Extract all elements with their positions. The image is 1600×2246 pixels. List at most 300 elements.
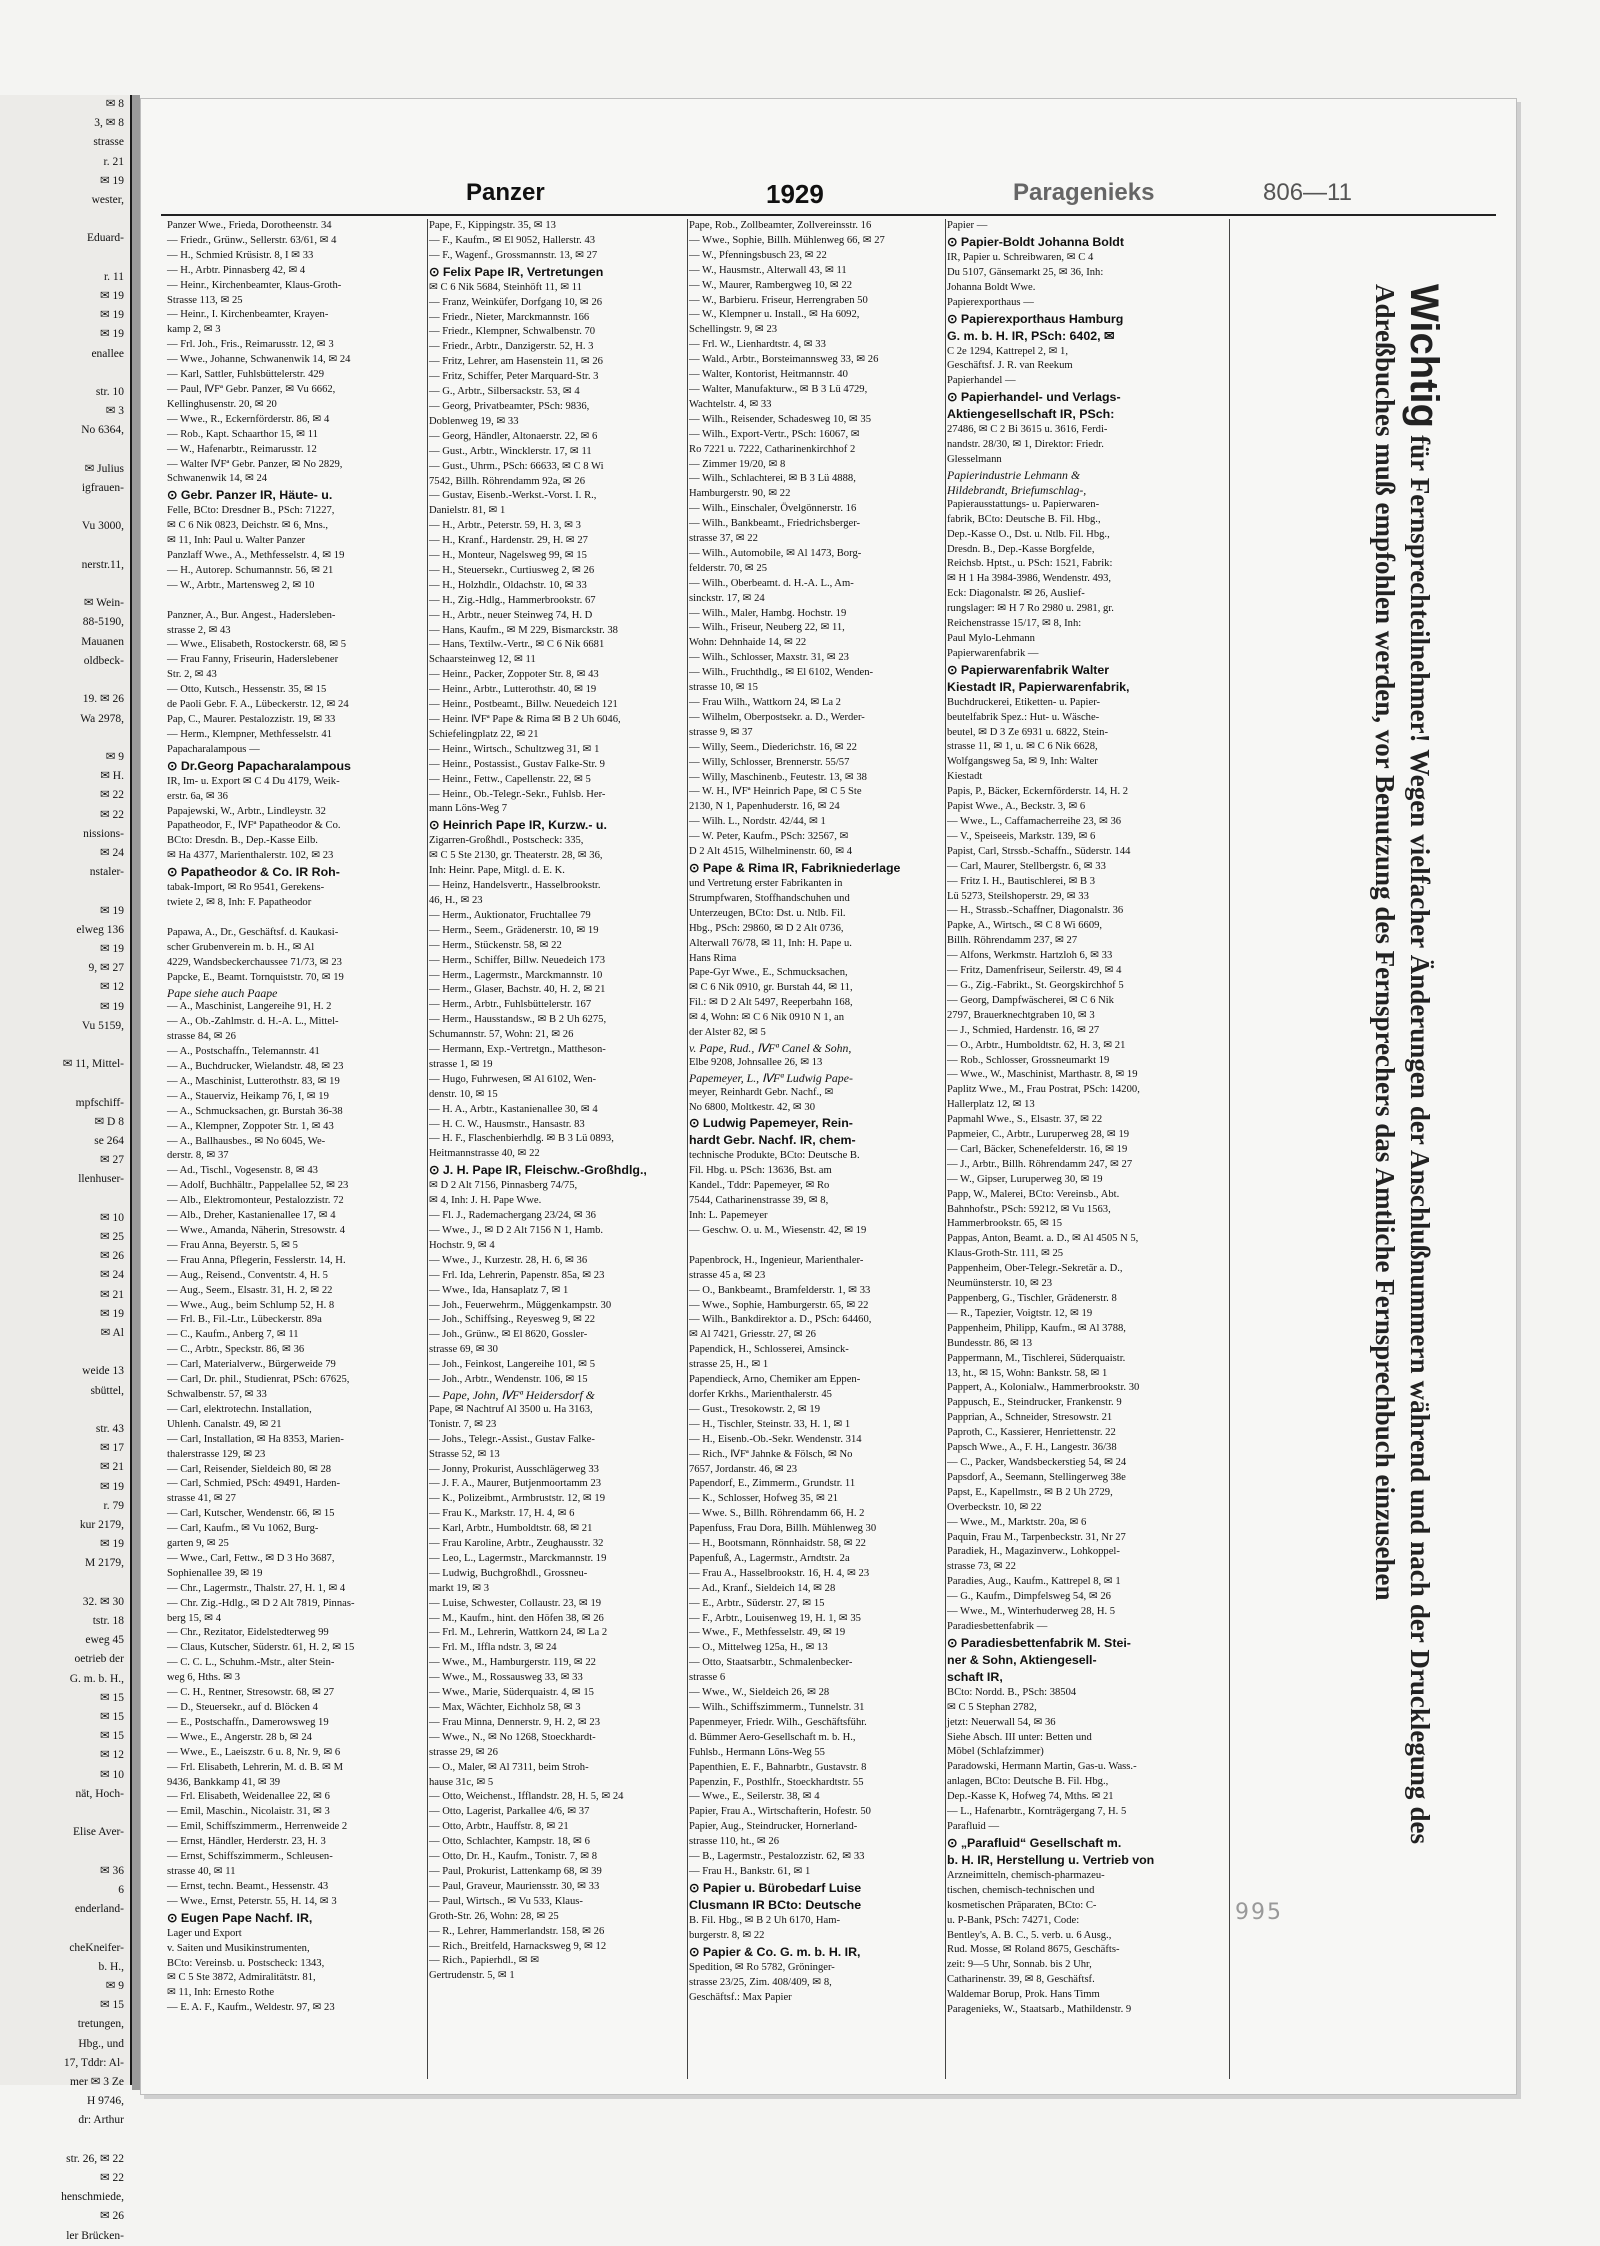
left-page-line: eweg 45 [85, 1634, 124, 1647]
directory-entry: — Frau Minna, Dennerstr. 9, H. 2, ✉ 23 [429, 1716, 600, 1728]
left-page-line: ✉ 11, Mittel- [62, 1058, 124, 1071]
directory-entry: Dresdn. B., Dep.-Kasse Borgfelde, [947, 543, 1095, 555]
left-page-line: ✉ 12 [99, 1749, 124, 1762]
left-page-line: ✉ 15 [99, 1999, 124, 2012]
left-page-line: ✉ 21 [99, 1288, 124, 1301]
directory-entry: — F., Kaufm., ✉ El 9052, Hallerstr. 43 [429, 234, 596, 246]
firm-entry: ⊙ Pape & Rima IR, Fabrikniederlage [689, 860, 901, 875]
directory-entry: — Frl. W., Lienhardtstr. 4, ✉ 33 [689, 339, 826, 351]
directory-entry: — Heinr., Wirtsch., Schultzweg 31, ✉ 1 [429, 743, 600, 755]
directory-entry: — Walter ⅣFª Gebr. Panzer, ✉ No 2829, [167, 458, 343, 470]
directory-entry: Papemeyer, L., ⅣFª Ludwig Pape- [689, 1070, 853, 1085]
directory-entry: Strasse 52, ✉ 13 [429, 1448, 500, 1460]
directory-entry: Lager und Export [167, 1927, 242, 1939]
directory-entry: Ro 7221 u. 7222, Catharinenkirchhof 2 [689, 443, 856, 455]
directory-entry: Papis, P., Bäcker, Eckernförderstr. 14, H. 2 [947, 786, 1129, 798]
directory-entry: — Walter, Kontorist, Heitmannstr. 40 [689, 369, 848, 381]
book-spine [132, 95, 140, 2090]
directory-entry: — K., Schlosser, Hofweg 35, ✉ 21 [689, 1493, 839, 1505]
directory-entry: — H., Steuersekr., Curtiusweg 2, ✉ 26 [429, 564, 595, 576]
left-page-line [0, 1074, 130, 1093]
directory-entry: ✉ C 5 Stephan 2782, [947, 1701, 1037, 1713]
firm-entry: G. m. b. H. IR, PSch: 6402, ✉ [947, 328, 1115, 343]
directory-entry: — Claus, Kutscher, Süderstr. 61, H. 2, ✉ 15 [167, 1642, 355, 1654]
directory-entry: technische Produkte, BCto: Deutsche B. [689, 1150, 860, 1162]
directory-entry: — Wwe., Ernst, Peterstr. 55, H. 14, ✉ 3 [167, 1895, 337, 1907]
directory-entry: — Wwe., E., Seilerstr. 38, ✉ 4 [689, 1791, 820, 1803]
directory-entry: — Heinr., Postassist., Gustav Falke-Str. 9 [429, 758, 605, 770]
directory-entry: — Wwe. S., Billh. Röhrendamm 66, H. 2 [689, 1508, 865, 1520]
directory-entry: erstr. 6a, ✉ 36 [167, 790, 228, 802]
directory-entry: IR, Im- u. Export ✉ C 4 Du 4179, Weik- [167, 775, 340, 787]
directory-entry: Schiefelingplatz 22, ✉ 21 [429, 728, 539, 740]
firm-entry: ⊙ „Parafluid“ Gesellschaft m. [947, 1835, 1122, 1850]
directory-entry: Kiestadt [947, 771, 983, 783]
directory-entry: Panzer Wwe., Frieda, Dorotheenstr. 34 [167, 220, 332, 231]
directory-entry: Paradowski, Hermann Martin, Gas-u. Wass.- [947, 1761, 1137, 1773]
directory-entry: Neumünsterstr. 10, ✉ 23 [947, 1278, 1053, 1290]
directory-entry: Papierexporthaus — [947, 296, 1034, 308]
directory-entry: Strasse 113, ✉ 25 [167, 294, 243, 306]
directory-entry: Overbeckstr. 10, ✉ 22 [947, 1501, 1042, 1513]
directory-entry: — H., Arbtr., neuer Steinweg 74, H. D [429, 609, 593, 621]
directory-entry: — Heinr., Arbtr., Lutterothstr. 40, ✉ 19 [429, 684, 597, 696]
directory-entry: — Frau Anna, Pflegerin, Fesslerstr. 14, H. [167, 1254, 346, 1266]
directory-entry: — C., Kaufm., Anberg 7, ✉ 11 [167, 1329, 299, 1341]
directory-entry: — Frl. Ida, Lehrerin, Papenstr. 85a, ✉ 23 [429, 1269, 605, 1281]
directory-entry: — Wwe., E., Laeiszstr. 6 u. 8, Nr. 9, ✉ 6 [167, 1746, 341, 1758]
directory-entry: — Wwe., Amanda, Näherin, Stresowstr. 4 [167, 1225, 346, 1236]
directory-entry: Bundesstr. 86, ✉ 13 [947, 1337, 1033, 1349]
directory-entry: — Joh., Schiffsing., Reyesweg 9, ✉ 22 [429, 1314, 596, 1326]
directory-entry: — Georg, Händler, Altonaerstr. 22, ✉ 6 [429, 430, 598, 442]
directory-entry: — H., Holzhdlr., Oldachstr. 10, ✉ 33 [429, 579, 587, 591]
left-page-line [0, 210, 130, 229]
directory-entry: garten 9, ✉ 25 [167, 1538, 229, 1550]
directory-entry: Inh: Heinr. Pape, Mitgl. d. E. K. [429, 865, 565, 877]
notice-text [1231, 284, 1446, 1844]
directory-entry: Papmeier, C., Arbtr., Luruperweg 28, ✉ 19 [947, 1129, 1130, 1141]
directory-entry: — Frau H., Bankstr. 61, ✉ 1 [689, 1865, 811, 1877]
directory-entry: — Herm., Seem., Grädenerstr. 10, ✉ 19 [429, 924, 599, 936]
directory-entry: — Georg, Privatbeamter, PSch: 9836, [429, 400, 590, 412]
directory-entry: kamp 2, ✉ 3 [167, 324, 221, 336]
directory-entry: nandstr. 28/30, ✉ 1, Direktor: Friedr. [947, 439, 1104, 451]
firm-entry: Kiestadt IR, Papierwarenfabrik, [947, 679, 1130, 694]
directory-entry: — Herm., Stückenstr. 58, ✉ 22 [429, 939, 562, 951]
left-page-line [0, 1401, 130, 1420]
directory-entry: Sophienallee 39, ✉ 19 [167, 1567, 263, 1579]
directory-entry: Johanna Boldt Wwe. [947, 281, 1036, 293]
directory-entry: — Carl, Maurer, Stellbergstr. 6, ✉ 33 [947, 860, 1106, 872]
directory-entry: Wohn: Dehnhaide 14, ✉ 22 [689, 637, 807, 649]
left-page-line: ✉ 15 [99, 1711, 124, 1724]
directory-entry: — Wilh., Automobile, ✉ Al 1473, Borg- [689, 547, 862, 559]
directory-entry: Hildebrandt, Briefumschlag-, [947, 482, 1087, 497]
left-page-line: ✉ 15 [99, 1730, 124, 1743]
left-page-line: ✉ 8 [105, 98, 124, 110]
directory-entry: — Frl. Joh., Fris., Reimarusstr. 12, ✉ 3 [167, 339, 334, 351]
directory-entry: Papenfuss, Frau Dora, Billh. Mühlenweg 30 [689, 1523, 877, 1535]
firm-entry: Clusmann IR BCto: Deutsche [689, 1897, 862, 1912]
directory-entry: — Ernst, techn. Beamt., Hessenstr. 43 [167, 1880, 329, 1892]
directory-entry: — Paul, ⅣFª Gebr. Panzer, ✉ Vu 6662, [167, 383, 336, 395]
directory-entry: — G., Kaufm., Dimpfelsweg 54, ✉ 26 [947, 1591, 1111, 1603]
directory-entry: Paquin, Frau M., Tarpenbeckstr. 31, Nr 27 [947, 1531, 1126, 1543]
directory-entry: Paplitz Wwe., M., Frau Postrat, PSch: 14200, [947, 1084, 1140, 1096]
left-page-line: 88-5190, [82, 616, 124, 629]
directory-entry: ✉ 4, Wohn: ✉ C 6 Nik 0910 N 1, an [689, 1012, 845, 1024]
directory-entry: Wachtelstr. 4, ✉ 33 [689, 398, 772, 410]
left-page-line: ✉ 19 [99, 1538, 124, 1551]
firm-entry: Aktiengesellschaft IR, PSch: [947, 407, 1115, 422]
directory-entry: — O., Bankbeamt., Bramfelderstr. 1, ✉ 33 [689, 1284, 871, 1296]
directory-entry: Waldemar Borup, Prok. Hans Timm [947, 1989, 1100, 2001]
directory-entry: — Leo, L., Lagermstr., Marckmannstr. 19 [429, 1552, 607, 1564]
directory-entry: strasse 6 [689, 1672, 726, 1684]
directory-entry: Catharinenstr. 39, ✉ 8, Geschäftsf. [947, 1974, 1095, 1986]
left-page-line: dr: Arthur [78, 2114, 124, 2127]
directory-entry: — Rich., ⅣFª Jahnke & Fölsch, ✉ No [689, 1448, 853, 1460]
directory-entry: dorfer Krkhs., Marienthalerstr. 45 [689, 1388, 832, 1400]
column-divider [945, 219, 946, 2079]
directory-entry: beutel, ✉ D 3 Ze 6931 u. 6822, Stein- [947, 726, 1108, 738]
left-page-line: ✉ 10 [99, 1768, 124, 1781]
directory-entry: ✉ C 6 Nik 0910, gr. Burstah 44, ✉ 11, [689, 982, 853, 994]
left-page-line: ✉ Julius [84, 462, 124, 475]
directory-entry: — B., Lagermstr., Pestalozzistr. 62, ✉ 33 [689, 1851, 865, 1863]
directory-entry: — Wwe., R., Eckernförderstr. 86, ✉ 4 [167, 413, 330, 425]
left-page-line: str. 10 [95, 386, 124, 399]
left-page-line: Elise Aver- [73, 1826, 124, 1839]
directory-entry: — Otto, Dr. H., Kaufm., Tonistr. 7, ✉ 8 [429, 1851, 598, 1863]
directory-entry: Hans Rima [689, 952, 737, 964]
directory-entry: Paragenieks, W., Staatsarb., Mathildenstr. 9 [947, 2004, 1132, 2016]
directory-entry: Fil. Hbg. u. PSch: 13636, Bst. am [689, 1165, 832, 1177]
left-page-line: ✉ 36 [99, 1864, 124, 1877]
directory-entry: — Wwe., M., Hamburgerstr. 119, ✉ 22 [429, 1657, 596, 1669]
directory-entry: sinckstr. 17, ✉ 24 [689, 592, 765, 604]
directory-entry: der Alster 82, ✉ 5 [689, 1027, 766, 1039]
directory-entry: Schwanenwik 14, ✉ 24 [167, 473, 268, 485]
directory-entry: ✉ C 6 Nik 0823, Deichstr. ✉ 6, Mns., [167, 520, 329, 532]
left-page-line [0, 1919, 130, 1938]
directory-entry: D 2 Alt 4515, Wilhelminenstr. 60, ✉ 4 [689, 846, 853, 858]
directory-entry: — Frau Karoline, Arbtr., Zeughausstr. 32 [429, 1538, 604, 1550]
left-page-line: 6 [118, 1883, 124, 1896]
left-page-line: Vu 5159, [81, 1019, 124, 1032]
left-page-line: ✉ 15 [99, 1691, 124, 1704]
directory-entry: — Carl, Bäcker, Schenefelderstr. 16, ✉ 19 [947, 1143, 1128, 1155]
directory-entry: Hbg., PSch: 29860, ✉ D 2 Alt 0736, [689, 922, 844, 934]
directory-entry: — Heinr., Packer, Zoppoter Str. 8, ✉ 43 [429, 669, 599, 681]
page-number: 806—11 [1263, 179, 1352, 206]
directory-entry: v. Saiten und Musikinstrumenten, [167, 1942, 310, 1954]
directory-entry: ✉ C 5 Ste 3872, Admiralitätstr. 81, [167, 1972, 316, 1984]
left-page-line: nstaler- [89, 866, 124, 879]
directory-entry: — V., Speiseeis, Markstr. 139, ✉ 6 [947, 830, 1096, 842]
column-3 [689, 219, 951, 2005]
header-right-keyword: Paragenieks [1013, 179, 1155, 206]
left-page-line: mer ✉ 3 Ze [69, 2075, 124, 2088]
directory-entry: Elbe 9208, Johnsallee 26, ✉ 13 [689, 1056, 823, 1068]
left-page-line: ✉ 24 [99, 1269, 124, 1282]
left-page-line: wester, [91, 194, 124, 207]
directory-entry: Wolfgangsweg 5a, ✉ 9, Inh: Walter [947, 756, 1098, 768]
directory-entry: — Gust., Arbtr., Wincklerstr. 17, ✉ 11 [429, 445, 592, 457]
left-page-line: ✉ 19 [99, 309, 124, 322]
directory-entry: ✉ Al 7421, Griesstr. 27, ✉ 26 [689, 1329, 816, 1341]
left-page-line: ler Brücken- [66, 2229, 124, 2242]
directory-entry: — Aug., Reisend., Conventstr. 4, H. 5 [167, 1269, 328, 1281]
directory-entry: — Hermann, Exp.-Vertretgn., Mattheson- [429, 1044, 606, 1056]
directory-entry: — Heinr., Postbeamt., Billw. Neuedeich 121 [429, 699, 618, 711]
directory-entry: — Joh., Feinkost, Langereihe 101, ✉ 5 [429, 1359, 595, 1371]
directory-entry: Geschäftsf. J. R. van Reekum [947, 360, 1073, 372]
directory-entry: Pape, Rob., Zollbeamter, Zollvereinsstr. 16 [689, 220, 872, 231]
directory-entry: Strumpfwaren, Stoffhandschuhen und [689, 892, 850, 904]
left-page-line: 3, ✉ 8 [94, 117, 124, 130]
directory-entry: Pape siehe auch Paape [167, 985, 278, 1000]
pencil-margin-note: 995 [1235, 1900, 1283, 1925]
left-page-line: ✉ 9 [105, 750, 124, 763]
directory-entry: — A., Stauerviz, Heikamp 76, I, ✉ 19 [167, 1090, 329, 1102]
directory-entry: — Frl. Elisabeth, Weidenallee 22, ✉ 6 [167, 1791, 330, 1803]
directory-entry: markt 19, ✉ 3 [429, 1582, 490, 1594]
directory-entry: — Paul, Wirtsch., ✉ Vu 533, Klaus- [429, 1895, 583, 1907]
directory-entry: — Rich., Breitfeld, Harnacksweg 9, ✉ 12 [429, 1940, 607, 1952]
column-divider [687, 219, 688, 2079]
directory-entry: Papatheodor, F., ⅣFª Papatheodor & Co. [167, 820, 341, 832]
directory-entry: — C., Packer, Wandsbeckerstieg 54, ✉ 24 [947, 1456, 1127, 1468]
left-page-line: ✉ 19 [99, 328, 124, 341]
directory-entry: — H., Kranf., Hardenstr. 29, H. ✉ 27 [429, 535, 588, 547]
directory-entry: — Carl, Materialverw., Bürgerweide 79 [167, 1359, 336, 1371]
left-page-line: weide 13 [82, 1365, 124, 1378]
directory-entry: — Carl, Kaufm., ✉ Vu 1062, Burg- [167, 1523, 319, 1535]
directory-entry: strasse 45 a, ✉ 23 [689, 1269, 766, 1281]
directory-entry: — C. C. L., Schuhm.-Mstr., alter Stein- [167, 1657, 335, 1669]
left-page-line: ✉ 19 [99, 1307, 124, 1320]
directory-entry: strasse 1, ✉ 19 [429, 1058, 493, 1070]
directory-entry: strasse 73, ✉ 22 [947, 1561, 1016, 1573]
directory-entry: Doblenweg 19, ✉ 33 [429, 415, 519, 427]
firm-entry: schaft IR, [947, 1669, 1003, 1684]
left-page-line: 17, Tddr: Al- [63, 2056, 124, 2069]
directory-entry: — Wwe., N., ✉ No 1268, Stoeckhardt- [429, 1731, 596, 1743]
directory-entry: — A., Klempner, Zoppoter Str. 1, ✉ 43 [167, 1120, 334, 1132]
directory-entry: Papier, Aug., Steindrucker, Hornerland- [689, 1821, 858, 1833]
directory-entry: Fil.: ✉ D 2 Alt 5497, Reeperbahn 168, [689, 997, 853, 1009]
directory-entry: — Karl, Arbtr., Humboldtstr. 68, ✉ 21 [429, 1523, 593, 1535]
directory-entry: Panzner, A., Bur. Angest., Hadersleben- [167, 609, 336, 621]
left-page-line: ✉ 22 [99, 2171, 124, 2184]
directory-entry: mann Löns-Weg 7 [429, 803, 507, 815]
directory-entry: — Hugo, Fuhrwesen, ✉ Al 6102, Wen- [429, 1073, 597, 1085]
directory-entry: berg 15, ✉ 4 [167, 1612, 221, 1624]
left-page-line: H 9746, [86, 2095, 124, 2108]
firm-entry: ⊙ Dr.Georg Papacharalampous [167, 758, 351, 773]
directory-entry: — Wwe., M., Winterhuderweg 28, H. 5 [947, 1606, 1116, 1618]
directory-entry: Papacharalampous — [167, 743, 260, 755]
firm-entry: ⊙ Papierhandel- und Verlags- [947, 390, 1121, 405]
directory-entry: Papenfuß, A., Lagermstr., Arndtstr. 2a [689, 1552, 850, 1564]
directory-entry: Schaarsteinweg 12, ✉ 11 [429, 654, 536, 666]
left-page-line: ✉ H. [100, 770, 124, 783]
directory-entry: ✉ 11, Inh: Ernesto Rothe [167, 1987, 275, 1999]
directory-entry: — Joh., Arbtr., Wendenstr. 106, ✉ 15 [429, 1374, 588, 1386]
left-page-line [0, 1036, 130, 1055]
directory-entry: — Hans, Textilw.-Vertr., ✉ C 6 Nik 6681 [429, 639, 605, 651]
directory-entry: ✉ H 1 Ha 3984-3986, Wendenstr. 493, [947, 573, 1112, 585]
directory-entry: Pape, F., Kippingstr. 35, ✉ 13 [429, 220, 556, 231]
directory-entry: — Wwe., W., Sieldeich 26, ✉ 28 [689, 1687, 830, 1699]
directory-entry: No 6800, Moltkestr. 42, ✉ 30 [689, 1101, 815, 1113]
left-page-line: igfrauen- [81, 482, 124, 495]
directory-entry: — Zimmer 19/20, ✉ 8 [689, 458, 786, 470]
directory-entry: — Joh., Grünw., ✉ El 8620, Gossler- [429, 1329, 588, 1341]
directory-entry: — O., Mittelweg 125a, H., ✉ 13 [689, 1642, 828, 1654]
left-page-line: oetrieb der [74, 1653, 124, 1666]
directory-entry: — Wwe., Johanne, Schwanenwik 14, ✉ 24 [167, 354, 351, 366]
directory-entry: — Wwe., E., Angerstr. 28 b, ✉ 24 [167, 1731, 312, 1743]
directory-entry: — Wwe., Sophie, Hamburgerstr. 65, ✉ 22 [689, 1299, 869, 1311]
directory-entry: Heitmannstrasse 40, ✉ 22 [429, 1148, 540, 1160]
directory-entry: Reichenstrasse 15/17, ✉ 8, Inh: [947, 618, 1082, 630]
directory-entry: Groth-Str. 26, Wohn: 28, ✉ 25 [429, 1910, 559, 1922]
directory-entry [167, 594, 429, 609]
directory-entry: Unterzeugen, BCto: Dst. u. Ntlb. Fil. [689, 907, 846, 919]
directory-entry: — Herm., Lagermstr., Marckmannstr. 10 [429, 969, 603, 981]
left-page-line [0, 441, 130, 460]
left-page-line: ✉ 19 [99, 1000, 124, 1013]
directory-entry: jetzt: Neuerwall 54, ✉ 36 [947, 1716, 1056, 1728]
directory-entry: — Willy, Seem., Diederichstr. 16, ✉ 22 [689, 741, 857, 753]
directory-entry: Kellinghusenstr. 20, ✉ 20 [167, 398, 277, 410]
directory-entry: Lü 5273, Steilshoperstr. 29, ✉ 33 [947, 890, 1089, 902]
directory-entry: Geschäftsf.: Max Papier [689, 1991, 792, 2003]
directory-entry: — Wilh., Schlosser, Maxstr. 31, ✉ 23 [689, 652, 849, 664]
directory-entry: — W. Peter, Kaufm., PSch: 32567, ✉ [689, 831, 849, 843]
directory-entry: — L., Hafenarbtr., Kornträgergang 7, H. 5 [947, 1806, 1127, 1818]
firm-entry: ⊙ Heinrich Pape IR, Kurzw.- u. [429, 818, 607, 833]
directory-entry: weg 6, Hths. ✉ 3 [167, 1672, 241, 1684]
directory-entry: Str. 2, ✉ 43 [167, 669, 217, 681]
directory-entry: — Frau Wilh., Wattkorn 24, ✉ La 2 [689, 697, 841, 708]
directory-entry: Papist, Carl, Strssb.-Schaffn., Süderstr. 144 [947, 845, 1131, 857]
directory-entry: — Wilh., Bankdirektor a. D., PSch: 64460, [689, 1314, 872, 1326]
directory-entry: — H., Arbtr., Peterstr. 59, H. 3, ✉ 3 [429, 520, 581, 532]
directory-entry: — Fritz I. H., Bautischlerei, ✉ B 3 [947, 875, 1096, 887]
directory-entry: — Frau Anna, Beyerstr. 5, ✉ 5 [167, 1239, 298, 1251]
directory-entry: 13, ht., ✉ 15, Wohn: Bankstr. 58, ✉ 1 [947, 1367, 1108, 1379]
directory-entry: — Rob., Schlosser, Grossneumarkt 19 [947, 1054, 1110, 1066]
left-page-line: ✉ 26 [99, 2210, 124, 2223]
directory-entry: — Georg, Dampfwäscherei, ✉ C 6 Nik [947, 994, 1114, 1006]
left-page-line: r. 21 [103, 155, 124, 168]
directory-entry: Paul Mylo-Lehmann [947, 632, 1035, 644]
directory-entry: Papierwarenfabrik — [947, 647, 1039, 659]
directory-entry: — Wwe., J., Kurzestr. 28, H. 6, ✉ 36 [429, 1254, 588, 1266]
directory-entry: — Wilh., Schlachterei, ✉ B 3 Lü 4888, [689, 473, 856, 485]
directory-entry: Papendorf, E., Zimmerm., Grundstr. 11 [689, 1478, 856, 1490]
directory-entry: Spedition, ✉ Ro 5782, Gröninger- [689, 1961, 835, 1973]
directory-entry: — Chr. Zig.-Hdlg., ✉ D 2 Alt 7819, Pinnas- [167, 1597, 355, 1609]
directory-entry: Papendieck, Arno, Chemiker am Eppen- [689, 1374, 861, 1386]
directory-entry: — Herm., Klempner, Methfesselstr. 41 [167, 728, 332, 740]
directory-entry: — Heinr., Kirchenbeamter, Klaus-Groth- [167, 279, 342, 291]
directory-entry: — W., Hausmstr., Alterwall 43, ✉ 11 [689, 264, 847, 276]
directory-entry: — Heinz, Handelsvertr., Hasselbrookstr. [429, 880, 601, 892]
left-page-line: Eduard- [86, 232, 124, 245]
directory-entry: felderstr. 70, ✉ 25 [689, 562, 768, 574]
left-page-line: ✉ 10 [99, 1211, 124, 1224]
directory-entry: Pappert, A., Kolonialw., Hammerbrookstr. 30 [947, 1382, 1140, 1394]
directory-entry: Papendick, H., Schlosserei, Amsinck- [689, 1344, 849, 1356]
directory-entry: — R., Lehrer, Hammerlandstr. 158, ✉ 26 [429, 1925, 605, 1937]
directory-entry: — D., Steuersekr., auf d. Blöcken 4 [167, 1702, 318, 1713]
directory-entry: — Ludwig, Buchgroßhdl., Grossneu- [429, 1567, 588, 1579]
left-page-line: henschmiede, [61, 2191, 124, 2204]
directory-entry: — A., Ballhausbes., ✉ No 6045, We- [167, 1135, 326, 1147]
left-page-line: tstr. 18 [92, 1615, 124, 1628]
left-page-line: Mauanen [81, 635, 124, 648]
directory-entry: Papenzin, F., Posthlfr., Stoeckhardtstr. 55 [689, 1776, 864, 1788]
directory-entry: 7544, Catharinenstrasse 39, ✉ 8, [689, 1195, 829, 1207]
firm-entry: ⊙ Gebr. Panzer IR, Häute- u. [167, 488, 333, 503]
directory-entry: — Carl, elektrotechn. Installation, [167, 1403, 312, 1415]
directory-entry: — Wald., Arbtr., Borsteimannsweg 33, ✉ 26 [689, 354, 879, 366]
firm-entry: ⊙ Papierexporthaus Hamburg [947, 311, 1124, 326]
left-page-line: cheKneifer- [69, 1941, 124, 1954]
directory-entry: 46, H., ✉ 23 [429, 894, 483, 906]
left-page-line: No 6364, [81, 424, 124, 437]
header-left-keyword: Panzer [466, 179, 545, 206]
directory-entry: — W., Hafenarbtr., Reimarusstr. 12 [167, 443, 317, 455]
directory-entry: — O., Arbtr., Humboldtstr. 62, H. 3, ✉ 21 [947, 1039, 1126, 1051]
left-page-line [0, 498, 130, 517]
directory-entry: strasse 25, H., ✉ 1 [689, 1359, 769, 1371]
directory-entry: — Otto, Schlachter, Kampstr. 18, ✉ 6 [429, 1836, 590, 1848]
directory-entry: — Herm., Arbtr., Fuhlsbüttelerstr. 167 [429, 999, 592, 1011]
directory-entry: meyer, Reinhardt Gebr. Nachf., ✉ [689, 1086, 834, 1098]
directory-entry: BCto: Vereinsb. u. Postscheck: 1343, [167, 1957, 325, 1969]
directory-entry: — A., Maschinist, Langereihe 91, H. 2 [167, 1001, 332, 1013]
directory-entry [689, 1239, 951, 1254]
firm-entry: ⊙ Papatheodor & Co. IR Roh- [167, 865, 340, 880]
directory-entry: denstr. 10, ✉ 15 [429, 1088, 498, 1100]
left-page-line: nät, Hoch- [75, 1787, 124, 1800]
directory-entry: Pappermann, M., Tischlerei, Süderquaistr. [947, 1352, 1126, 1364]
directory-entry: — C., Arbtr., Speckstr. 86, ✉ 36 [167, 1344, 305, 1356]
directory-entry: Papist Wwe., A., Beckstr. 3, ✉ 6 [947, 801, 1086, 813]
directory-entry: Papp, W., Malerei, BCto: Vereinsb., Abt. [947, 1188, 1120, 1200]
directory-entry: — Friedr., Nieter, Marckmannstr. 166 [429, 311, 590, 323]
left-page-line: ✉ 22 [99, 789, 124, 802]
directory-entry: — Wilh., Maler, Hambg. Hochstr. 19 [689, 607, 847, 619]
directory-entry: — M., Kaufm., hint. den Höfen 38, ✉ 26 [429, 1612, 604, 1624]
directory-entry: — Wilh., Fruchthdlg., ✉ El 6102, Wenden- [689, 667, 874, 679]
left-page-line: ✉ 24 [99, 846, 124, 859]
directory-entry: Paradiek, H., Magazinverw., Lohkoppel- [947, 1546, 1120, 1558]
directory-entry: — Wilh., Friseur, Neuberg 22, ✉ 11, [689, 622, 845, 634]
directory-entry: — Wwe., L., Caffamacherreihe 23, ✉ 36 [947, 816, 1122, 827]
left-page-line [0, 1343, 130, 1362]
directory-entry: Pappenberg, G., Tischler, Grädenerstr. 8 [947, 1293, 1117, 1304]
left-page-line: sbüttel, [90, 1384, 124, 1397]
directory-entry: — H., Eisenb.-Ob.-Sekr. Wendenstr. 314 [689, 1433, 862, 1445]
left-page-line: ✉ 19 [99, 942, 124, 955]
